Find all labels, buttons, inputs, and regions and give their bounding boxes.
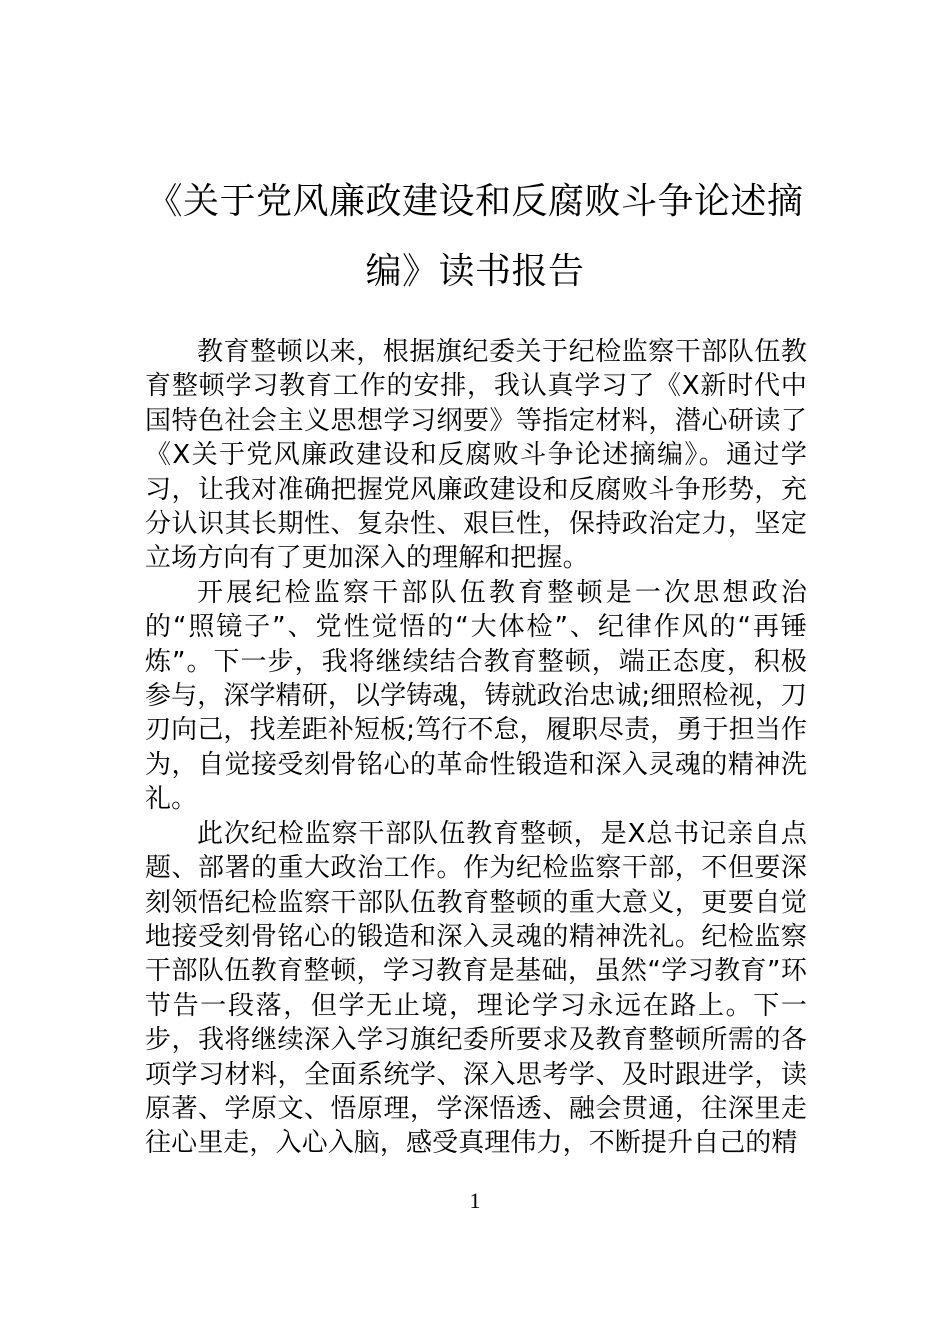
page-number: 1	[469, 1188, 481, 1213]
title-line-2: 编》读书报告	[365, 251, 585, 292]
paragraph: 开展纪检监察干部队伍教育整顿是一次思想政治的“照镜子”、党性觉悟的“大体检”、纪律作风的“再锤炼”。下一步，我将继续结合教育整顿，端正态度，积极参与，深学精研，以学铸魂，铸就政治忠诚;细照检视，刀刃向己，找差距补短板;笃行不怠，履职尽责，勇于担当作为，自觉接受刻骨铭心的革命性锻造和深入灵魂的精神洗礼。	[145, 577, 807, 815]
paragraph: 教育整顿以来，根据旗纪委关于纪检监察干部队伍教育整顿学习教育工作的安排，我认真学习了《X新时代中国特色社会主义思想学习纲要》等指定材料，潜心研读了《X关于党风廉政建设和反腐败斗争论述摘编》。通过学习，让我对准确把握党风廉政建设和反腐败斗争形势，充分认识其长期性、复杂性、艰巨性，保持政治定力，坚定立场方向有了更加深入的理解和把握。	[145, 337, 807, 574]
document-title	[145, 167, 805, 307]
document-body	[145, 335, 807, 1161]
title-line-1: 《关于党风廉政建设和反腐败斗争论述摘	[146, 181, 804, 222]
paragraph: 此次纪检监察干部队伍教育整顿，是X总书记亲自点题、部署的重大政治工作。作为纪检监察干部，不但要深刻领悟纪检监察干部队伍教育整顿的重大意义，更要自觉地接受刻骨铭心的锻造和深入灵魂的精神洗礼。纪检监察干部队伍教育整顿，学习教育是基础，虽然“学习教育”环节告一段落，但学无止境，理论学习永远在路上。下一步，我将继续深入学习旗纪委所要求及教育整顿所需的各项学习材料，全面系统学、深入思考学、及时跟进学，读原著、学原文、悟原理，学深悟透、融会贯通，往深里走往心里走，入心入脑，感受真理伟力，不断提升自己的精	[145, 818, 807, 1159]
